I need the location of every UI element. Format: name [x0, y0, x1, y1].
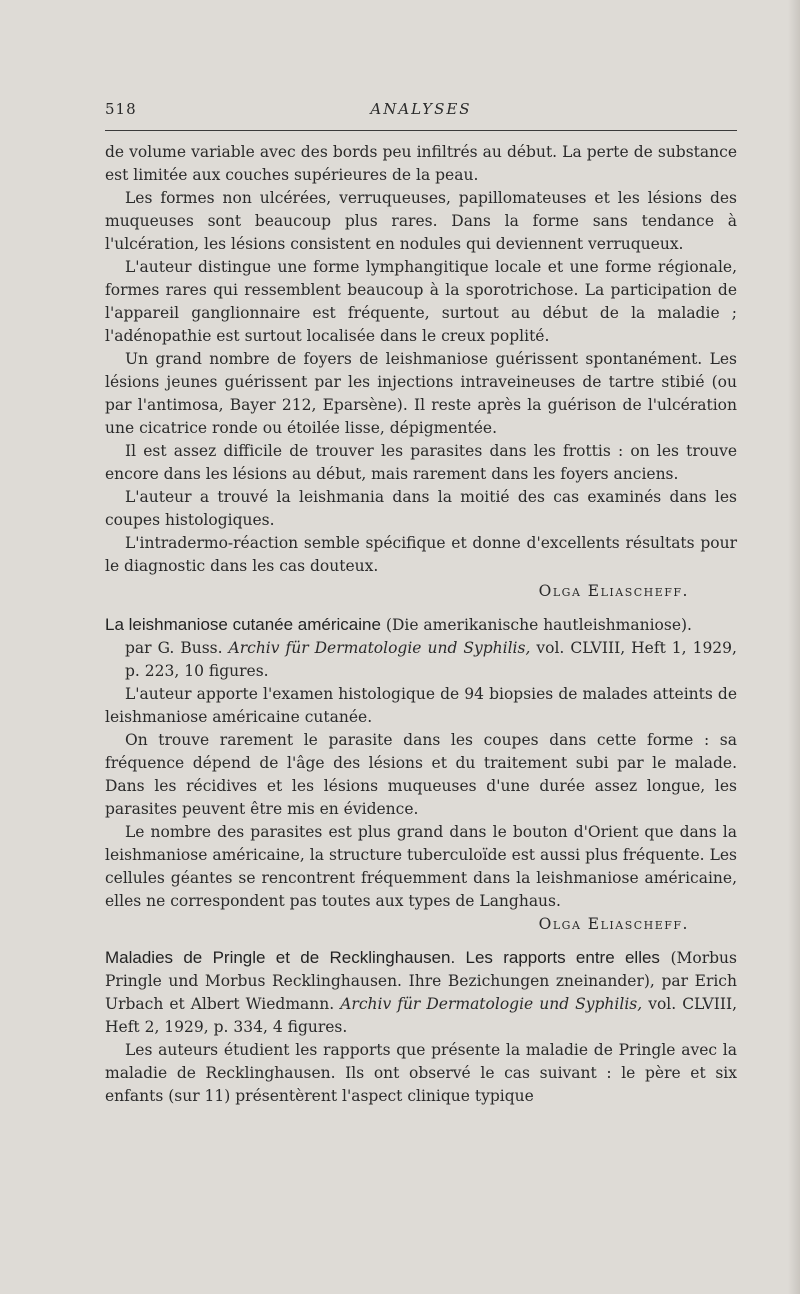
article-reference	[105, 613, 737, 683]
paragraph: Le nombre des parasites est plus grand dans le bouton d'Orient que dans la leishmaniose américaine, la structure tuberculoïde est aussi plus fréquente. Les cellules géantes se rencontrent fréquemment dans la leishmaniose américaine, elles ne correspondent pas toutes aux types de Langhaus.	[105, 823, 737, 910]
reference-author: par Erich Urbach et Albert Wiedmann.	[105, 972, 737, 1013]
header-rule	[105, 130, 737, 131]
original-title: (Morbus Pringle und Morbus Recklinghausen. Ihre Bezichungen zneinander),	[105, 949, 737, 990]
page-header	[105, 100, 737, 124]
page-body	[105, 141, 737, 1108]
journal-name: Archiv für Dermatologie und Syphilis,	[228, 639, 531, 657]
paragraph: On trouve rarement le parasite dans les coupes dans cette forme : sa fréquence dépend de l'âge des lésions et du traitement subi par le malade. Dans les récidives et les lésions muqueuses d'une durée assez longue, les parasites peuvent être mis en évidence.	[105, 731, 737, 818]
article-title: La leishmaniose cutanée américaine	[105, 615, 381, 634]
original-title: (Die amerikanische hautleishmaniose).	[385, 616, 692, 634]
page-edge-shadow	[788, 0, 800, 1294]
paragraph: Les auteurs étudient les rapports que présente la maladie de Pringle avec la maladie de Recklinghausen. Ils ont observé le cas suivant : le père et six enfants (sur 11) présentèrent l'aspect clinique typique	[105, 1041, 737, 1105]
paragraph: L'auteur apporte l'examen histologique de 94 biopsies de malades atteints de leishmaniose américaine cutanée.	[105, 685, 737, 726]
reference-details	[105, 637, 737, 683]
paragraph: de volume variable avec des bords peu infiltrés au début. La perte de substance est limitée aux couches supérieures de la peau.	[105, 143, 737, 184]
article-reference	[105, 946, 737, 1039]
author-signature: Olga Eliascheff.	[538, 915, 689, 933]
journal-name: Archiv für Dermatologie und Syphilis,	[340, 995, 643, 1013]
article-title: Maladies de Pringle et de Recklinghausen. Les rapports entre elles	[105, 948, 660, 967]
reference-volume: vol. CLVIII, Heft 1, 1929, p. 223, 10 figures.	[125, 639, 737, 680]
author-signature: Olga Eliascheff.	[538, 582, 689, 600]
running-title: ANALYSES	[370, 100, 472, 118]
paragraph: L'intradermo-réaction semble spécifique et donne d'excellents résultats pour le diagnostic dans les cas douteux.	[105, 534, 737, 575]
reference-author: par G. Buss.	[125, 639, 223, 657]
paragraph: Il est assez difficile de trouver les parasites dans les frottis : on les trouve encore dans les lésions au début, mais rarement dans les foyers anciens.	[105, 442, 737, 483]
paragraph: L'auteur a trouvé la leishmania dans la moitié des cas examinés dans les coupes histologiques.	[105, 488, 737, 529]
page-number: 518	[105, 100, 137, 118]
paragraph: L'auteur distingue une forme lymphangitique locale et une forme régionale, formes rares qui ressemblent beaucoup à la sporotrichose. La participation de l'appareil ganglionnaire est fréquente, surtout au début de la maladie ; l'adénopathie est surtout localisée dans le creux poplité.	[105, 258, 737, 345]
paragraph: Les formes non ulcérées, verruqueuses, papillomateuses et les lésions des muqueuses sont beaucoup plus rares. Dans la forme sans tendance à l'ulcération, les lésions consistent en nodules qui deviennent verruqueux.	[105, 189, 737, 253]
reference-volume: vol. CLVIII, Heft 2, 1929, p. 334, 4 figures.	[105, 995, 737, 1036]
paragraph: Un grand nombre de foyers de leishmaniose guérissent spontanément. Les lésions jeunes guérissent par les injections intraveineuses de tartre stibié (ou par l'antimosa, Bayer 212, Eparsène). Il reste après la guérison de l'ulcération une cicatrice ronde ou étoilée lisse, dépigmentée.	[105, 350, 737, 437]
